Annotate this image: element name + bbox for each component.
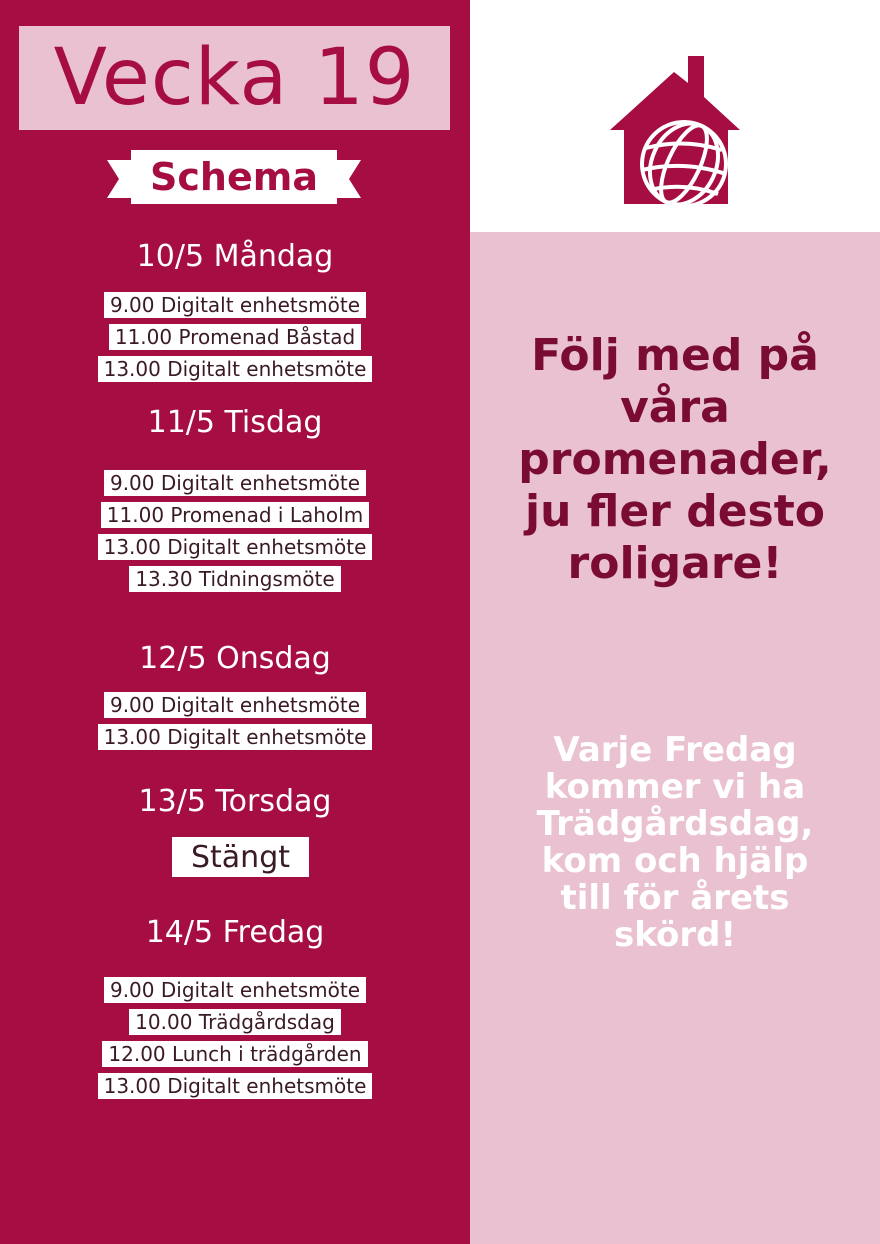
wednesday-items [0,692,470,756]
list-item: 11.00 Promenad Båstad [109,324,361,350]
promo-line: Följ med på [531,330,819,381]
note-line: skörd! [614,915,736,955]
note-line: Varje Fredag [553,730,797,770]
day-heading-thursday: 13/5 Torsdag [138,784,332,819]
friday-items [0,977,470,1105]
list-item: 11.00 Promenad i Laholm [101,502,369,528]
note-line: Trädgårdsdag, [536,804,814,844]
monday-items [0,292,470,388]
walks-promo-text [480,330,870,590]
promo-line: roligare! [567,538,783,589]
promo-line: ju fler desto [525,486,825,537]
list-item: 13.00 Digitalt enhetsmöte [98,724,373,750]
ribbon-label: Schema [150,155,318,199]
list-item: 13.30 Tidningsmöte [129,566,340,592]
promo-line: våra [620,382,730,433]
day-heading-wednesday: 12/5 Onsdag [139,641,331,676]
list-item: 9.00 Digitalt enhetsmöte [104,977,366,1003]
list-item: 9.00 Digitalt enhetsmöte [104,292,366,318]
week-title-box [19,26,450,130]
closed-badge: Stängt [172,837,309,877]
list-item: 12.00 Lunch i trädgården [102,1041,367,1067]
garden-day-note [500,732,850,954]
list-item: 13.00 Digitalt enhetsmöte [98,356,373,382]
list-item: 10.00 Trädgårdsdag [129,1009,341,1035]
house-globe-icon [606,52,742,207]
list-item: 9.00 Digitalt enhetsmöte [104,692,366,718]
day-heading-friday: 14/5 Fredag [145,915,325,950]
list-item: 13.00 Digitalt enhetsmöte [98,1073,373,1099]
list-item: 9.00 Digitalt enhetsmöte [104,470,366,496]
day-heading-monday: 10/5 Måndag [136,239,334,274]
tuesday-items [0,470,470,598]
week-title: Vecka 19 [53,33,416,123]
list-item: 13.00 Digitalt enhetsmöte [98,534,373,560]
note-line: kom och hjälp [541,841,809,881]
day-heading-tuesday: 11/5 Tisdag [147,405,323,440]
note-line: kommer vi ha [544,767,806,807]
note-line: till för årets [560,878,790,918]
promo-line: promenader, [518,434,832,485]
